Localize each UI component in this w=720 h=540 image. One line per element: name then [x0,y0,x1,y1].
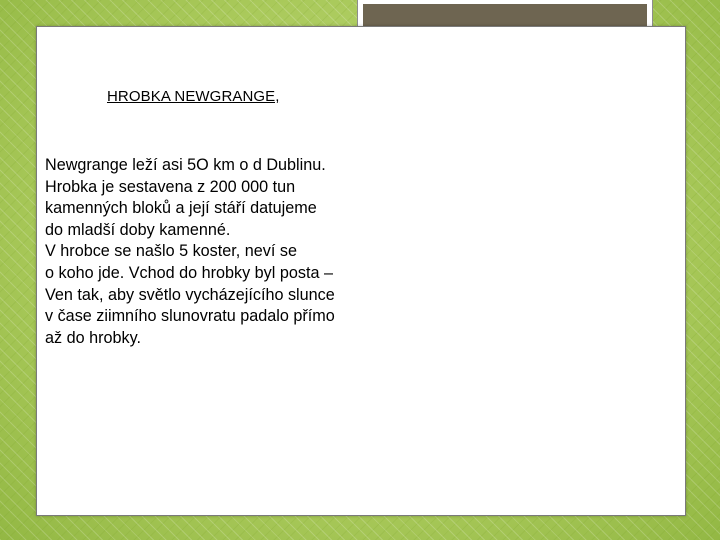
body-line: až do hrobky. [45,328,141,347]
body-line: Ven tak, aby světlo vycházejícího slunce [45,285,335,304]
body-line: v čase ziimního slunovratu padalo přímo [45,307,335,326]
body-line: Hrobka je sestavena z 200 000 tun [45,177,296,196]
slide-title: HROBKA NEWGRANGE, [107,88,280,105]
body-line: Newgrange leží asi 5O km o d Dublinu. [45,156,326,174]
slide-body-text [45,155,395,349]
body-line: V hrobce se našlo 5 koster, neví se [45,242,297,261]
body-line: o koho jde. Vchod do hrobky byl posta – [45,263,333,282]
body-line: kamenných bloků a její stáří datujeme [45,199,317,218]
body-line: do mladší doby kamenné. [45,220,231,239]
